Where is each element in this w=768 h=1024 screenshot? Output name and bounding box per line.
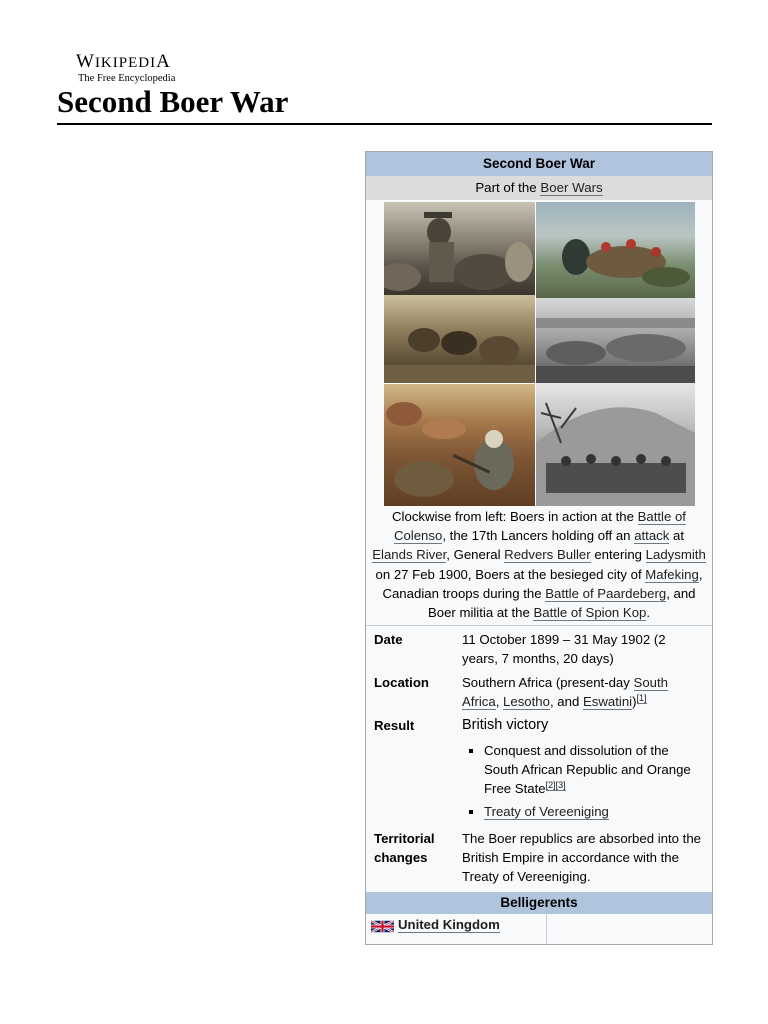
infobox-title: Second Boer War (366, 152, 712, 176)
caption-link[interactable]: attack (634, 528, 670, 544)
caption-link[interactable]: Battle of Colenso (393, 509, 686, 544)
image-collage[interactable] (384, 202, 695, 506)
result-main: British victory (462, 717, 549, 734)
location-link[interactable]: South Africa (462, 675, 668, 710)
caption-link[interactable]: Elands River (372, 547, 447, 563)
caption-link[interactable]: Ladysmith (645, 547, 706, 563)
territorial-value: The Boer republics are absorbed into the British Empire in accordance with the Treaty of Vereeniging. (462, 831, 701, 885)
result-label: Result (374, 718, 415, 734)
logo-tagline: The Free Encyclopedia (78, 73, 176, 84)
caption-link[interactable]: Redvers Buller (504, 547, 591, 563)
photo-mafeking (536, 298, 695, 383)
territorial-label: Territorial changes (374, 831, 435, 866)
result-text: Conquest and dissolution of the South African Republic and Orange Free State (484, 743, 691, 797)
caption-text: , and Boer militia at the (427, 585, 696, 621)
result-list (462, 741, 704, 821)
caption-text: , the 17th Lancers holding off an (442, 528, 635, 544)
photo-buller-ladysmith (384, 295, 535, 383)
location-text: ) (632, 694, 637, 710)
location-text: , (495, 694, 504, 710)
result-link[interactable]: [3] (555, 779, 566, 790)
belligerents-row (366, 914, 712, 944)
infobox-subtitle (366, 176, 712, 200)
caption-link[interactable]: Battle of Paardeberg (545, 585, 667, 601)
belligerent-united-kingdom-link[interactable]: United Kingdom (398, 917, 500, 933)
subtitle-prefix: Part of the (475, 180, 541, 195)
location-label: Location (374, 675, 429, 691)
location-link[interactable]: [1] (636, 692, 647, 703)
caption-text: entering (590, 547, 646, 563)
location-text: Southern Africa (present-day (462, 675, 634, 691)
photo-lancers-elands-river (536, 202, 695, 298)
date-row (366, 626, 712, 668)
caption-text: , Canadian troops during the (382, 566, 703, 601)
date-label: Date (374, 632, 403, 648)
location-value (462, 668, 712, 711)
caption-link[interactable]: Mafeking (645, 566, 699, 582)
title-divider (57, 123, 712, 125)
belligerents-column-divider (546, 914, 547, 944)
caption-text: , General (446, 547, 505, 563)
union-jack-flag-icon (371, 920, 394, 936)
date-value: 11 October 1899 – 31 May 1902 (2 years, 7 months, 20 days) (462, 632, 666, 667)
caption-link[interactable]: Battle of Spion Kop (533, 605, 647, 621)
result-link[interactable]: Treaty of Vereeniging (484, 804, 609, 820)
page-title: Second Boer War (57, 84, 289, 119)
logo-wordmark: WIKIPEDIA (76, 51, 171, 72)
caption-text: on 27 Feb 1900, Boers at the besieged city of (375, 566, 646, 582)
belligerents-header: Belligerents (366, 892, 712, 914)
result-link[interactable]: [2] (545, 779, 556, 790)
location-link[interactable]: Eswatini (582, 694, 633, 710)
location-text: , and (549, 694, 583, 710)
photo-spion-kop (536, 383, 695, 506)
caption-text: at (669, 528, 685, 544)
infobox-fields (366, 626, 712, 886)
photo-paardeberg (384, 384, 535, 506)
boer-wars-link[interactable]: Boer Wars (540, 180, 603, 195)
location-row (366, 668, 712, 711)
photo-boers-colenso (384, 202, 535, 295)
result-list-item (484, 741, 704, 798)
result-list-item (484, 802, 704, 821)
result-value (462, 711, 712, 825)
wikipedia-logo[interactable] (76, 52, 175, 85)
location-link[interactable]: Lesotho (503, 694, 550, 710)
territorial-row (366, 825, 712, 886)
caption-text: Clockwise from left: Boers in action at the (392, 509, 638, 524)
result-row (366, 711, 712, 825)
image-caption (366, 506, 712, 626)
infobox (365, 151, 713, 945)
caption-text: . (646, 605, 651, 621)
